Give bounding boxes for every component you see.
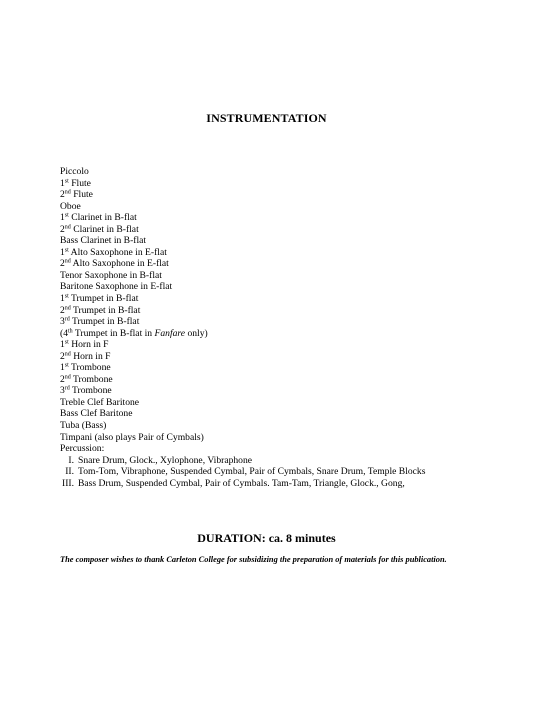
instrument-item: 1st Clarinet in B-flat — [60, 212, 137, 224]
instrument-item-fourth-trumpet: (4th Trumpet in B-flat in Fanfare only) — [60, 327, 208, 339]
acknowledgement-note: The composer wishes to thank Carleton College for subsidizing the preparation of materials for this publication. — [60, 555, 447, 564]
percussion-part: I. Snare Drum, Glock., Xylophone, Vibraphone — [68, 454, 253, 466]
instrument-item: 1st Horn in F — [60, 339, 109, 351]
instrument-item: 2nd Trombone — [60, 373, 113, 385]
instrument-item: Bass Clarinet in B-flat — [60, 235, 147, 247]
instrument-item: 2nd Horn in F — [60, 350, 111, 362]
instrument-item: Piccolo — [60, 166, 89, 177]
instrument-item: 2nd Flute — [60, 189, 93, 201]
instrument-item: 3rd Trombone — [60, 385, 112, 397]
instrument-item: Tenor Saxophone in B-flat — [60, 269, 162, 281]
instrument-item: Bass Clef Baritone — [60, 408, 133, 420]
instrument-item: 2nd Trumpet in B-flat — [60, 304, 141, 316]
instrument-item: 2nd Alto Saxophone in E-flat — [60, 258, 169, 270]
instrument-item: 1st Trumpet in B-flat — [60, 293, 139, 305]
instrument-item: Timpani (also plays Pair of Cymbals) — [60, 431, 204, 443]
instrument-item: 1st Trombone — [60, 362, 111, 374]
instrument-item: Tuba (Bass) — [60, 420, 107, 432]
percussion-heading: Percussion: — [60, 443, 105, 455]
percussion-part: III. Bass Drum, Suspended Cymbal, Pair of Cymbals. Tam-Tam, Triangle, Glock., Gong, — [62, 477, 405, 489]
page-title: INSTRUMENTATION — [206, 111, 327, 125]
instrument-item: Oboe — [60, 200, 81, 212]
duration-heading: DURATION: ca. 8 minutes — [197, 531, 336, 545]
instrument-item: 2nd Clarinet in B-flat — [60, 223, 139, 235]
instrument-item: Treble Clef Baritone — [60, 396, 140, 408]
instrument-list — [60, 166, 500, 489]
instrument-item: 1st Flute — [60, 177, 91, 189]
instrument-item: Baritone Saxophone in E-flat — [60, 281, 173, 293]
instrument-item: 1st Alto Saxophone in E-flat — [60, 246, 167, 258]
instrument-item: 3rd Trumpet in B-flat — [60, 316, 140, 328]
percussion-part: II. Tom-Tom, Vibraphone, Suspended Cymbal, Pair of Cymbals, Snare Drum, Temple Blocks — [65, 466, 426, 478]
